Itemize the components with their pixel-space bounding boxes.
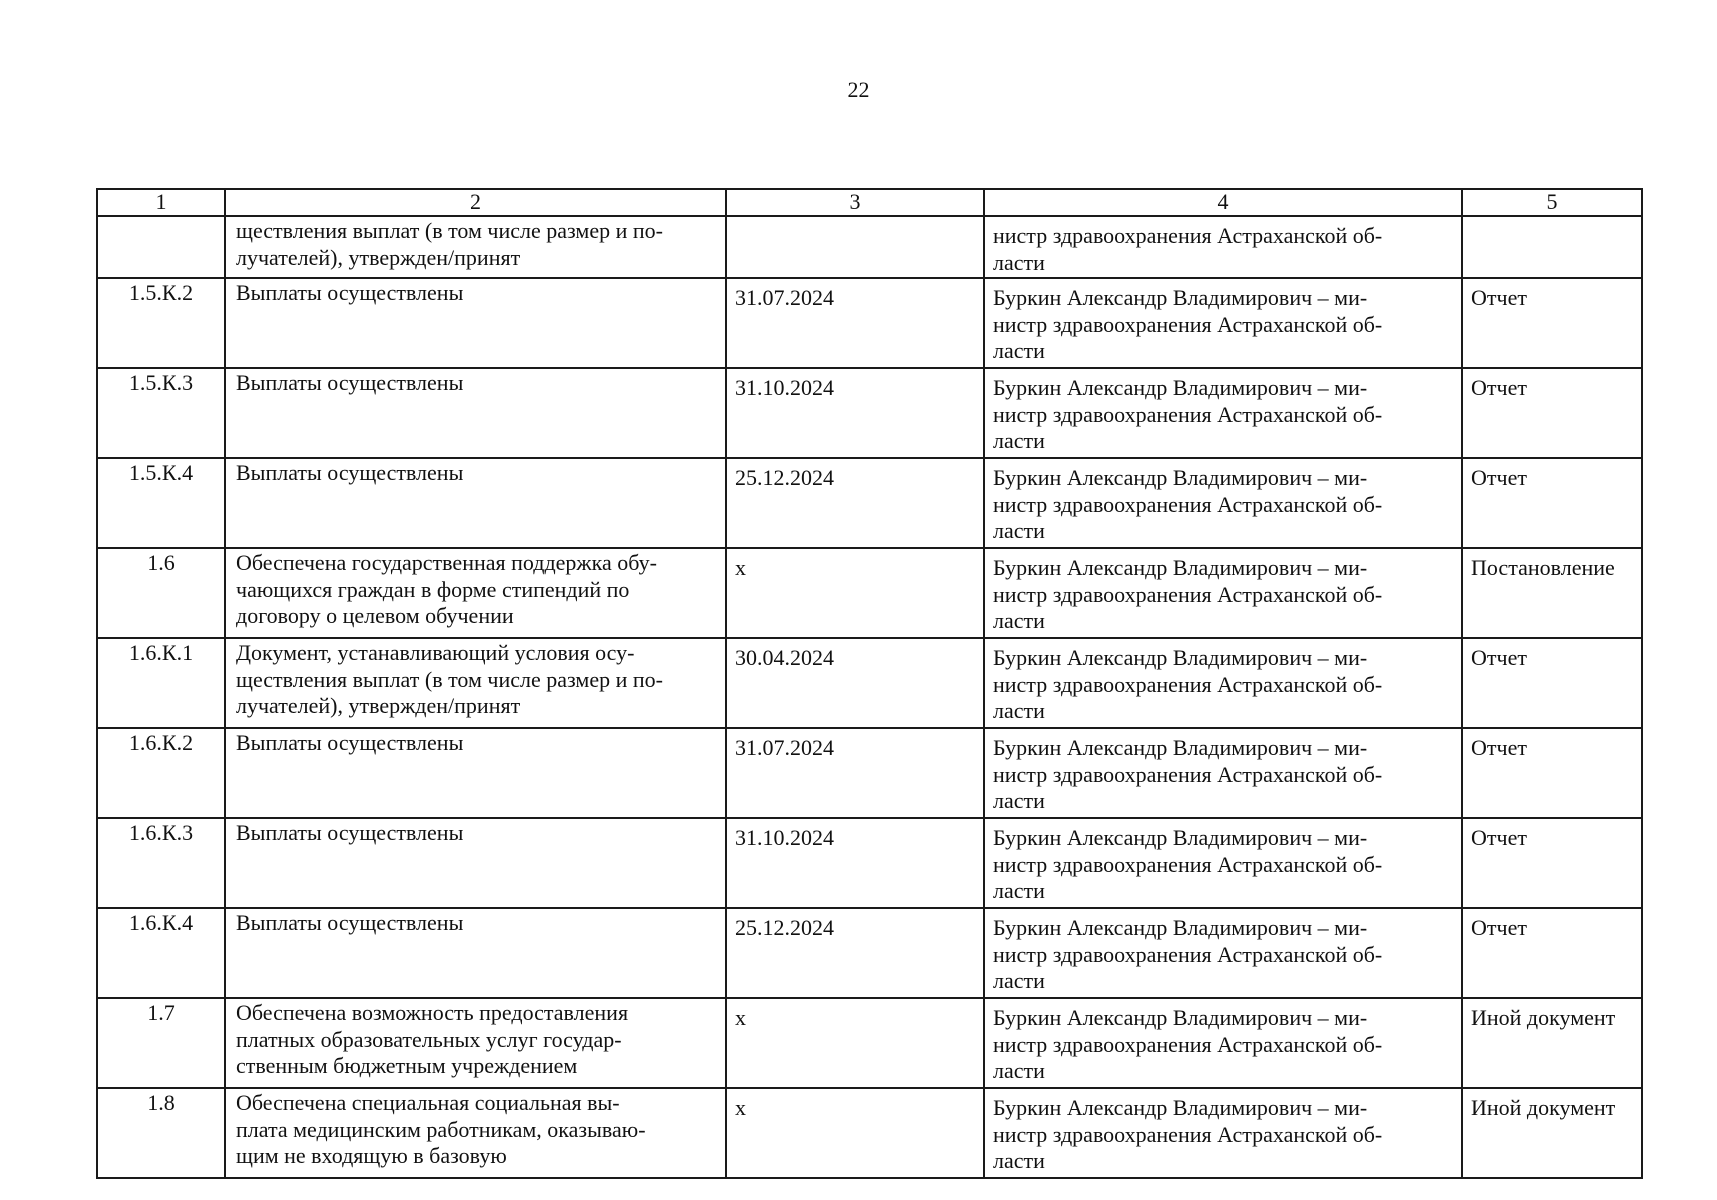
table-row [97,216,1642,278]
responsible-line: ласти [993,518,1045,543]
cell-number: 1.6.К.1 [97,638,225,728]
cell-result [225,216,726,278]
column-header-5: 5 [1462,189,1642,216]
result-line: Выплаты осуществлены [236,730,464,755]
column-header-3: 3 [726,189,984,216]
table-row [97,1088,1642,1178]
cell-responsible [984,1088,1462,1178]
table-body [97,216,1642,1178]
header-row [97,189,1642,216]
cell-date: 31.10.2024 [726,368,984,458]
cell-number: 1.5.К.3 [97,368,225,458]
cell-result [225,998,726,1088]
responsible-line: Буркин Александр Владимирович – ми- [993,1005,1368,1030]
responsible-line: ласти [993,249,1045,275]
result-line: Обеспечена государственная поддержка обу- [236,550,657,575]
cell-responsible [984,728,1462,818]
column-header-4: 4 [984,189,1462,216]
table-row [97,368,1642,458]
table-row [97,638,1642,728]
cell-date: 31.07.2024 [726,278,984,368]
cell-result [225,818,726,908]
cell-date: 31.07.2024 [726,728,984,818]
result-line: ственным бюджетным учреждением [236,1053,578,1078]
cell-number: 1.6.К.4 [97,908,225,998]
cell-responsible [984,998,1462,1088]
cell-date: х [726,548,984,638]
result-line: чающихся граждан в форме стипендий по [236,576,630,602]
cell-document-type: Отчет [1462,728,1642,818]
responsible-line: Буркин Александр Владимирович – ми- [993,645,1368,670]
cell-number: 1.5.К.2 [97,278,225,368]
cell-document-type [1462,216,1642,278]
responsible-line: Буркин Александр Владимирович – ми- [993,555,1368,580]
cell-date: х [726,1088,984,1178]
table-header [97,189,1642,216]
responsible-line: Буркин Александр Владимирович – ми- [993,825,1368,850]
table-row [97,728,1642,818]
cell-number [97,216,225,278]
responsible-line: нистр здравоохранения Астраханской об- [993,401,1383,427]
responsible-line: ласти [993,608,1045,633]
result-line: лучателей), утвержден/принят [236,244,521,270]
cell-number: 1.5.К.4 [97,458,225,548]
cell-number: 1.8 [97,1088,225,1178]
result-line: Обеспечена специальная социальная вы- [236,1090,620,1115]
cell-document-type: Постановление [1462,548,1642,638]
result-line: Обеспечена возможность предоставления [236,1000,629,1025]
result-line: лучателей), утвержден/принят [236,693,521,718]
cell-responsible [984,638,1462,728]
responsible-line: Буркин Александр Владимирович – ми- [993,465,1368,490]
result-line: платных образовательных услуг государ- [236,1026,622,1052]
cell-responsible [984,216,1462,278]
cell-document-type: Отчет [1462,818,1642,908]
result-line: плата медицинским работникам, оказываю- [236,1116,646,1142]
responsible-line: нистр здравоохранения Астраханской об- [993,223,1383,248]
cell-date: 25.12.2024 [726,458,984,548]
cell-date: 31.10.2024 [726,818,984,908]
responsible-line: ласти [993,428,1045,453]
result-line: Выплаты осуществлены [236,280,464,305]
table-row [97,458,1642,548]
responsible-line: нистр здравоохранения Астраханской об- [993,1031,1383,1057]
responsible-line: ласти [993,338,1045,363]
cell-document-type: Отчет [1462,638,1642,728]
result-line: Выплаты осуществлены [236,820,464,845]
responsible-line: нистр здравоохранения Астраханской об- [993,1121,1383,1147]
responsible-line: нистр здравоохранения Астраханской об- [993,311,1383,337]
result-line: Выплаты осуществлены [236,910,464,935]
cell-responsible [984,458,1462,548]
responsible-line: ласти [993,698,1045,723]
cell-result [225,548,726,638]
cell-document-type: Отчет [1462,908,1642,998]
cell-number: 1.6.К.2 [97,728,225,818]
responsible-line: нистр здравоохранения Астраханской об- [993,581,1383,607]
responsible-line: ласти [993,1148,1045,1173]
table-row [97,908,1642,998]
responsible-line: Буркин Александр Владимирович – ми- [993,735,1368,760]
cell-responsible [984,368,1462,458]
result-line: ществления выплат (в том числе размер и по- [236,666,663,692]
cell-number: 1.6.К.3 [97,818,225,908]
result-line: щим не входящую в базовую [236,1143,507,1168]
table-row [97,818,1642,908]
responsible-line: нистр здравоохранения Астраханской об- [993,851,1383,877]
cell-number: 1.7 [97,998,225,1088]
cell-result [225,368,726,458]
responsible-line: ласти [993,878,1045,903]
cell-date: 30.04.2024 [726,638,984,728]
responsible-line: Буркин Александр Владимирович – ми- [993,375,1368,400]
cell-date: 25.12.2024 [726,908,984,998]
cell-date [726,216,984,278]
cell-responsible [984,278,1462,368]
plan-table [96,188,1643,1179]
cell-responsible [984,908,1462,998]
cell-result [225,278,726,368]
responsible-line: ласти [993,788,1045,813]
responsible-line: ласти [993,1058,1045,1083]
cell-document-type: Иной документ [1462,1088,1642,1178]
cell-document-type: Отчет [1462,458,1642,548]
responsible-line: ласти [993,968,1045,993]
result-line: договору о целевом обучении [236,603,514,628]
responsible-line: нистр здравоохранения Астраханской об- [993,761,1383,787]
cell-document-type: Иной документ [1462,998,1642,1088]
result-line: Выплаты осуществлены [236,460,464,485]
cell-result [225,728,726,818]
result-line: ществления выплат (в том числе размер и по- [236,218,663,243]
column-header-2: 2 [225,189,726,216]
responsible-line: Буркин Александр Владимирович – ми- [993,1095,1368,1120]
table-row [97,998,1642,1088]
responsible-line: нистр здравоохранения Астраханской об- [993,941,1383,967]
cell-result [225,1088,726,1178]
table-row [97,278,1642,368]
responsible-line: Буркин Александр Владимирович – ми- [993,915,1368,940]
cell-document-type: Отчет [1462,368,1642,458]
cell-result [225,638,726,728]
responsible-line: нистр здравоохранения Астраханской об- [993,671,1383,697]
cell-result [225,908,726,998]
result-line: Выплаты осуществлены [236,370,464,395]
table-row [97,548,1642,638]
result-line: Документ, устанавливающий условия осу- [236,640,635,665]
responsible-line: Буркин Александр Владимирович – ми- [993,285,1368,310]
cell-result [225,458,726,548]
cell-date: х [726,998,984,1088]
cell-document-type: Отчет [1462,278,1642,368]
cell-number: 1.6 [97,548,225,638]
cell-responsible [984,818,1462,908]
page-number: 22 [847,77,870,102]
column-header-1: 1 [97,189,225,216]
cell-responsible [984,548,1462,638]
responsible-line: нистр здравоохранения Астраханской об- [993,491,1383,517]
